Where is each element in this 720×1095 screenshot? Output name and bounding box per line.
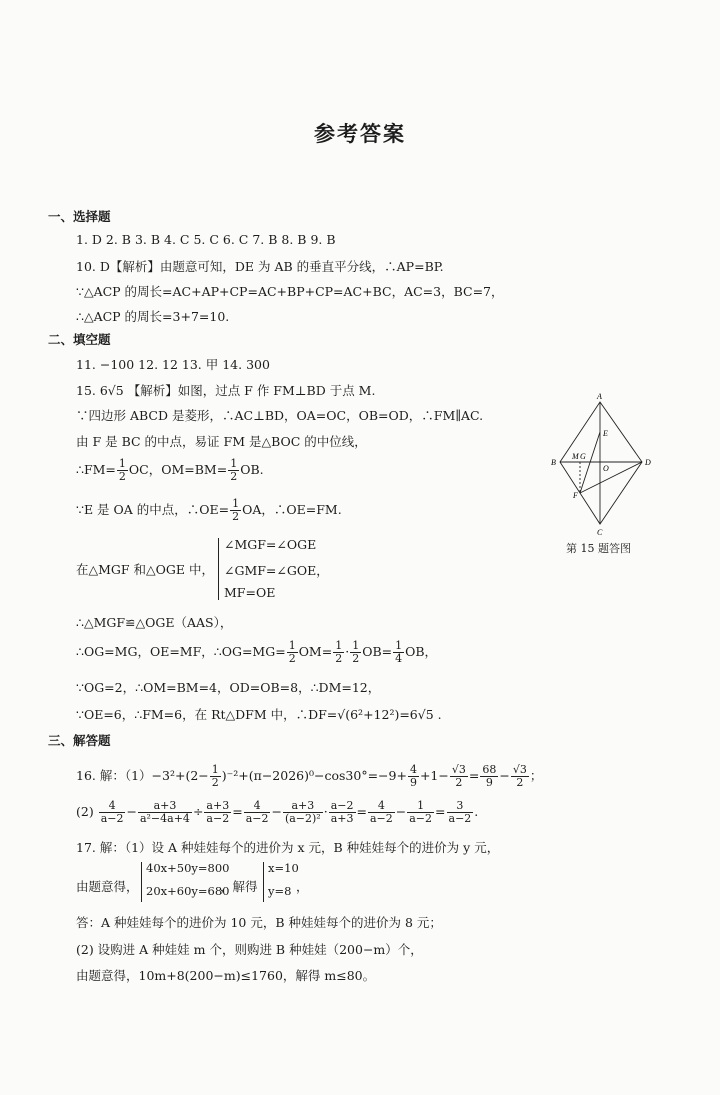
text: − bbox=[499, 768, 510, 783]
fraction-half: $\frac{1}{2}$ bbox=[288, 639, 296, 665]
section-fill: 二、填空题 bbox=[48, 332, 111, 347]
text: +1− bbox=[419, 768, 449, 783]
text: OB. bbox=[240, 462, 264, 477]
label-c: C bbox=[597, 528, 603, 537]
label-o: O bbox=[603, 464, 609, 473]
segment-fd bbox=[580, 462, 642, 493]
figure-caption: 第 15 题答图 bbox=[566, 542, 631, 555]
fraction: $\frac{3}{a-2}$ bbox=[448, 799, 472, 825]
label-d: D bbox=[645, 458, 651, 467]
answer-15-line5 bbox=[76, 498, 342, 523]
fraction: $\frac{4}{a-2}$ bbox=[100, 799, 124, 825]
fraction: $\frac{a+3}{\text{a²−4a+4}}$ bbox=[139, 799, 190, 825]
label-e: E bbox=[603, 429, 608, 438]
text: = bbox=[232, 804, 243, 819]
fraction-half: $\frac{1}{2}$ bbox=[335, 639, 343, 665]
text: (2) bbox=[76, 804, 94, 819]
text: )⁻²+(π−2026)⁰−cos30°=−9+ bbox=[221, 768, 407, 783]
text: ∴FM= bbox=[76, 462, 116, 477]
text: − bbox=[395, 804, 407, 819]
solution-x: x=10 bbox=[268, 861, 299, 875]
section-choice: 一、选择题 bbox=[48, 209, 111, 224]
answer-15-line10: ∵OE=6，∴FM=6，在 Rt△DFM 中，∴DF=√(6²+12²)=6√5 . bbox=[76, 707, 442, 722]
fraction-half: $\frac{1}{2}$ bbox=[230, 457, 238, 483]
label-g: G bbox=[580, 452, 586, 461]
text: − bbox=[271, 804, 282, 819]
answers-11-14: 11. −100 12. 12 13. 甲 14. 300 bbox=[76, 357, 270, 372]
fraction-68-ninths: $\frac{68}{9}$ bbox=[482, 763, 497, 789]
text: OC，OM=BM= bbox=[128, 462, 228, 477]
answer-15-line2: ∵四边形 ABCD 是菱形，∴AC⊥BD，OA=OC，OB=OD，∴FM∥AC. bbox=[76, 408, 484, 423]
page-title: 参考答案 bbox=[314, 121, 406, 146]
answer-17-setup: 由题意得， bbox=[76, 879, 139, 894]
text: . bbox=[474, 804, 479, 819]
congruence-condition-3: MF=OE bbox=[224, 585, 276, 600]
answer-16-part2 bbox=[76, 800, 478, 825]
fraction: $\frac{a+3}{\text{(a−2)²}}$ bbox=[284, 799, 321, 825]
label-f: F bbox=[573, 491, 578, 500]
fraction-half: $\frac{1}{2}$ bbox=[211, 763, 219, 789]
system-brace bbox=[263, 862, 264, 902]
answer-15-line4 bbox=[76, 458, 264, 483]
fraction-half: $\frac{1}{2}$ bbox=[352, 639, 360, 665]
answer-15-line6: 在△MGF 和△OGE 中， bbox=[76, 562, 214, 577]
fraction: $\frac{1}{a-2}$ bbox=[409, 799, 433, 825]
text: ∴OG=MG，OE=MF，∴OG=MG= bbox=[76, 644, 286, 659]
text: − bbox=[126, 804, 137, 819]
text: = bbox=[468, 768, 480, 783]
answer-15: 15. 6√5 【解析】如图，过点 F 作 FM⊥BD 于点 M. bbox=[76, 383, 376, 398]
section-solutions: 三、解答题 bbox=[48, 733, 111, 748]
answer-17-part2-line2: 由题意得，10m+8(200−m)≤1760，解得 m≤80。 bbox=[76, 968, 376, 983]
fraction-sqrt3-over-2: $\frac{√3}{2}$ bbox=[512, 763, 527, 789]
answer-15-line3: 由 F 是 BC 的中点，易证 FM 是△BOC 的中位线， bbox=[76, 434, 367, 449]
congruence-condition-1: ∠MGF=∠OGE bbox=[224, 537, 317, 552]
fraction: $\frac{4}{a-2}$ bbox=[369, 799, 393, 825]
fraction-half: $\frac{1}{2}$ bbox=[118, 457, 126, 483]
fraction: $\frac{a-2}{a+3}$ bbox=[330, 799, 354, 825]
fraction-quarter: $\frac{1}{4}$ bbox=[395, 639, 403, 665]
text: OB， bbox=[405, 644, 438, 659]
label-m: M bbox=[572, 452, 579, 461]
answer-15-line7: ∴△MGF≌△OGE（AAS）， bbox=[76, 615, 233, 630]
answer-10: 10. D【解析】由题意可知，DE 为 AB 的垂直平分线，∴AP=BP. bbox=[76, 259, 444, 274]
answers-1-9: 1. D 2. B 3. B 4. C 5. C 6. C 7. B 8. B 9. B bbox=[76, 232, 336, 247]
text: ， bbox=[296, 879, 309, 894]
text: = bbox=[435, 804, 446, 819]
label-a: A bbox=[597, 392, 602, 401]
text: ∵E 是 OA 的中点，∴OE= bbox=[76, 502, 230, 517]
answer-15-line8 bbox=[76, 640, 437, 665]
text: OA，∴OE=FM. bbox=[242, 502, 342, 517]
congruence-condition-2: ∠GMF=∠GOE， bbox=[224, 563, 329, 578]
answer-16-part1 bbox=[76, 764, 542, 789]
system-brace bbox=[141, 862, 142, 902]
text: OM= bbox=[298, 644, 333, 659]
equation-1: 40x+50y=800 bbox=[146, 861, 230, 875]
answer-10-line3: ∴△ACP 的周长=3+7=10. bbox=[76, 309, 230, 324]
system-brace bbox=[218, 538, 219, 600]
text: 16. 解：（1）−3²+(2− bbox=[76, 768, 209, 783]
text: · bbox=[323, 804, 328, 819]
text: OB= bbox=[362, 644, 393, 659]
segment-fe bbox=[580, 432, 600, 493]
fraction-half: $\frac{1}{2}$ bbox=[232, 497, 240, 523]
fraction: $\frac{4}{a-2}$ bbox=[245, 799, 269, 825]
solution-y: y=8 bbox=[268, 884, 292, 898]
fraction-four-ninths: $\frac{4}{9}$ bbox=[409, 763, 417, 789]
answer-15-line9: ∵OG=2，∴OM=BM=4，OD=OB=8，∴DM=12， bbox=[76, 680, 381, 695]
text: ，解得 bbox=[220, 879, 258, 894]
text: · bbox=[345, 644, 350, 659]
text: ÷ bbox=[192, 804, 204, 819]
text: = bbox=[356, 804, 367, 819]
fraction: $\frac{a+3}{a-2}$ bbox=[206, 799, 230, 825]
answer-17-conclusion: 答：A 种娃娃每个的进价为 10 元，B 种娃娃每个的进价为 8 元； bbox=[76, 915, 442, 930]
answer-10-line2: ∵△ACP 的周长=AC+AP+CP=AC+BP+CP=AC+BC，AC=3，BC=7， bbox=[76, 284, 504, 299]
equation-2: 20x+60y=680 bbox=[146, 884, 230, 898]
answer-17-part2: (2) 设购进 A 种娃娃 m 个，则购进 B 种娃娃（200−m）个， bbox=[76, 942, 423, 957]
fraction-sqrt3-over-2: $\frac{√3}{2}$ bbox=[451, 763, 466, 789]
text: ； bbox=[529, 768, 543, 783]
rhombus-abcd bbox=[560, 402, 642, 524]
label-b: B bbox=[551, 458, 556, 467]
answer-17: 17. 解：（1）设 A 种娃娃每个的进价为 x 元，B 种娃娃每个的进价为 y 元， bbox=[76, 840, 500, 855]
rhombus-figure bbox=[548, 392, 658, 540]
